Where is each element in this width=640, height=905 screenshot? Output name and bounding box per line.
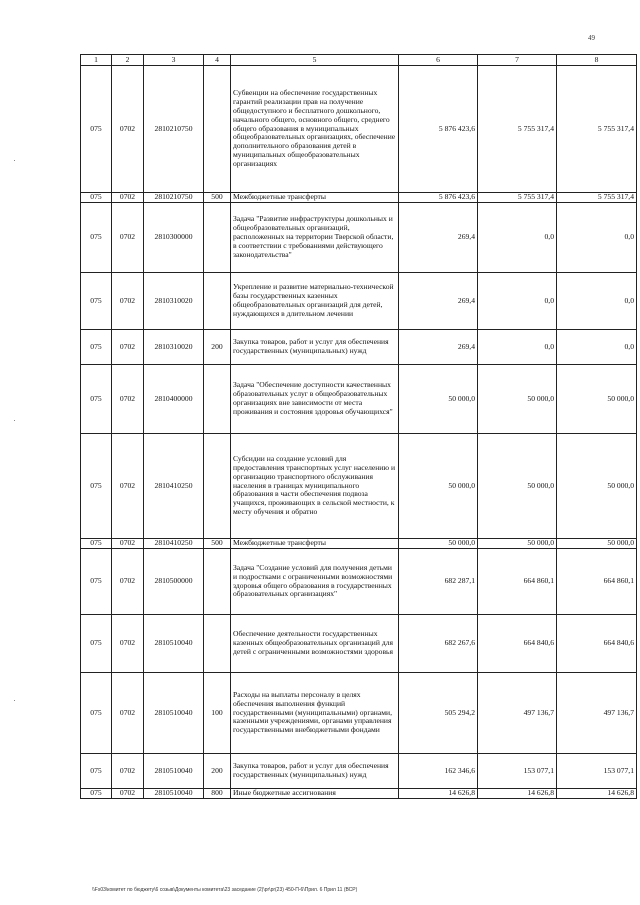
budget-table bbox=[80, 54, 637, 799]
cell-target: 2810210750 bbox=[144, 193, 204, 203]
cell-description: Закупка товаров, работ и услуг для обеспечения государственных (муниципальных) нужд bbox=[231, 754, 399, 789]
cell-amount-8: 0,0 bbox=[557, 273, 637, 330]
cell-amount-6: 50 000,0 bbox=[399, 434, 478, 539]
cell-expense-type bbox=[204, 549, 231, 615]
cell-description: Межбюджетные трансферты bbox=[231, 539, 399, 549]
cell-amount-6: 682 287,1 bbox=[399, 549, 478, 615]
cell-amount-6: 50 000,0 bbox=[399, 539, 478, 549]
cell-amount-8: 497 136,7 bbox=[557, 673, 637, 754]
cell-description: Укрепление и развитие материально-технической базы государственных казенных общеобразовательных организаций для детей, нуждающихся в длительном лечении bbox=[231, 273, 399, 330]
cell-amount-7: 0,0 bbox=[478, 330, 557, 365]
cell-section: 0702 bbox=[112, 673, 144, 754]
col-header: 6 bbox=[399, 55, 478, 66]
cell-description: Субсидии на создание условий для предоставления транспортных услуг населению и организацию транспортного обслуживания населения в границах муниципального образования в части обеспечения подвоза учащихся, проживающих в сельской местности, к месту обучения и обратно bbox=[231, 434, 399, 539]
cell-admin: 075 bbox=[81, 673, 112, 754]
cell-amount-8: 50 000,0 bbox=[557, 365, 637, 434]
cell-admin: 075 bbox=[81, 365, 112, 434]
scan-speck bbox=[14, 160, 15, 161]
cell-admin: 075 bbox=[81, 203, 112, 273]
cell-description: Межбюджетные трансферты bbox=[231, 193, 399, 203]
cell-target: 2810510040 bbox=[144, 789, 204, 799]
cell-amount-8: 50 000,0 bbox=[557, 434, 637, 539]
scan-speck bbox=[14, 420, 15, 421]
cell-section: 0702 bbox=[112, 539, 144, 549]
cell-amount-7: 14 626,8 bbox=[478, 789, 557, 799]
table-row bbox=[81, 434, 637, 539]
cell-admin: 075 bbox=[81, 330, 112, 365]
cell-amount-6: 50 000,0 bbox=[399, 365, 478, 434]
cell-amount-6: 5 876 423,6 bbox=[399, 193, 478, 203]
cell-amount-8: 5 755 317,4 bbox=[557, 66, 637, 193]
cell-target: 2810500000 bbox=[144, 549, 204, 615]
cell-description: Обеспечение деятельности государственных казенных общеобразовательных организаций для детей с ограниченными возможностями здоровья bbox=[231, 615, 399, 673]
cell-expense-type bbox=[204, 66, 231, 193]
cell-description: Задача "Обеспечение доступности качественных образовательных услуг в общеобразовательных организациях вне зависимости от места проживания и состояния здоровья обучающихся" bbox=[231, 365, 399, 434]
cell-expense-type: 200 bbox=[204, 330, 231, 365]
cell-expense-type: 200 bbox=[204, 754, 231, 789]
cell-amount-6: 14 626,8 bbox=[399, 789, 478, 799]
cell-expense-type: 500 bbox=[204, 193, 231, 203]
table-row bbox=[81, 66, 637, 193]
cell-section: 0702 bbox=[112, 66, 144, 193]
cell-amount-8: 664 840,6 bbox=[557, 615, 637, 673]
cell-admin: 075 bbox=[81, 273, 112, 330]
cell-target: 2810400000 bbox=[144, 365, 204, 434]
footer-file-path: \\Fs03\комитет по бюджету\6 созыв\Документы комитета\23 заседание (2)\pr\pr(23) 450-П-6\Прил. 6 Прил 11 (ВСР) bbox=[92, 887, 358, 893]
cell-admin: 075 bbox=[81, 615, 112, 673]
cell-admin: 075 bbox=[81, 754, 112, 789]
cell-amount-8: 0,0 bbox=[557, 203, 637, 273]
cell-expense-type bbox=[204, 615, 231, 673]
table-row bbox=[81, 673, 637, 754]
cell-target: 2810300000 bbox=[144, 203, 204, 273]
cell-section: 0702 bbox=[112, 203, 144, 273]
cell-amount-6: 162 346,6 bbox=[399, 754, 478, 789]
cell-expense-type bbox=[204, 434, 231, 539]
cell-amount-7: 5 755 317,4 bbox=[478, 66, 557, 193]
cell-amount-8: 5 755 317,4 bbox=[557, 193, 637, 203]
scan-speck bbox=[14, 700, 15, 701]
cell-amount-8: 664 860,1 bbox=[557, 549, 637, 615]
cell-target: 2810410250 bbox=[144, 539, 204, 549]
header-row bbox=[81, 55, 637, 66]
cell-amount-7: 50 000,0 bbox=[478, 365, 557, 434]
cell-description: Расходы на выплаты персоналу в целях обеспечения выполнения функций государственными (муниципальными) органами, казенными учреждениями, органами управления государственными внебюджетными фондами bbox=[231, 673, 399, 754]
cell-expense-type: 500 bbox=[204, 539, 231, 549]
cell-admin: 075 bbox=[81, 539, 112, 549]
cell-amount-7: 5 755 317,4 bbox=[478, 193, 557, 203]
cell-description: Субвенции на обеспечение государственных гарантий реализации прав на получение общедоступного и бесплатного дошкольного, начального общего, основного общего, среднего общего образования в муниципальных общеобразовательных организациях, обеспечение дополнительного образования детей в муниципальных общеобразовательных организациях bbox=[231, 66, 399, 193]
cell-target: 2810210750 bbox=[144, 66, 204, 193]
cell-target: 2810310020 bbox=[144, 273, 204, 330]
cell-amount-7: 664 860,1 bbox=[478, 549, 557, 615]
page-number: 49 bbox=[588, 34, 595, 42]
cell-section: 0702 bbox=[112, 789, 144, 799]
table-row bbox=[81, 549, 637, 615]
cell-expense-type: 100 bbox=[204, 673, 231, 754]
cell-admin: 075 bbox=[81, 549, 112, 615]
cell-section: 0702 bbox=[112, 365, 144, 434]
cell-section: 0702 bbox=[112, 330, 144, 365]
table-row bbox=[81, 193, 637, 203]
cell-amount-6: 5 876 423,6 bbox=[399, 66, 478, 193]
cell-amount-7: 153 077,1 bbox=[478, 754, 557, 789]
cell-description: Задача "Создание условий для получения детьми и подростками с ограниченными возможностями здоровья общего образования в государственных образовательных организациях" bbox=[231, 549, 399, 615]
cell-amount-8: 14 626,8 bbox=[557, 789, 637, 799]
cell-expense-type: 800 bbox=[204, 789, 231, 799]
cell-section: 0702 bbox=[112, 754, 144, 789]
cell-section: 0702 bbox=[112, 273, 144, 330]
cell-target: 2810310020 bbox=[144, 330, 204, 365]
col-header: 4 bbox=[204, 55, 231, 66]
cell-target: 2810510040 bbox=[144, 615, 204, 673]
cell-amount-6: 269,4 bbox=[399, 273, 478, 330]
cell-amount-6: 682 267,6 bbox=[399, 615, 478, 673]
table-row bbox=[81, 615, 637, 673]
cell-section: 0702 bbox=[112, 615, 144, 673]
col-header: 3 bbox=[144, 55, 204, 66]
col-header: 1 bbox=[81, 55, 112, 66]
col-header: 2 bbox=[112, 55, 144, 66]
col-header: 7 bbox=[478, 55, 557, 66]
cell-amount-7: 664 840,6 bbox=[478, 615, 557, 673]
cell-admin: 075 bbox=[81, 66, 112, 193]
col-header: 8 bbox=[557, 55, 637, 66]
cell-admin: 075 bbox=[81, 789, 112, 799]
cell-amount-7: 50 000,0 bbox=[478, 434, 557, 539]
table-row bbox=[81, 539, 637, 549]
cell-target: 2810510040 bbox=[144, 673, 204, 754]
table-row bbox=[81, 273, 637, 330]
cell-description: Закупка товаров, работ и услуг для обеспечения государственных (муниципальных) нужд bbox=[231, 330, 399, 365]
cell-description: Иные бюджетные ассигнования bbox=[231, 789, 399, 799]
cell-amount-7: 50 000,0 bbox=[478, 539, 557, 549]
cell-target: 2810510040 bbox=[144, 754, 204, 789]
cell-amount-6: 505 294,2 bbox=[399, 673, 478, 754]
cell-section: 0702 bbox=[112, 549, 144, 615]
cell-admin: 075 bbox=[81, 193, 112, 203]
cell-section: 0702 bbox=[112, 193, 144, 203]
cell-description: Задача "Развитие инфраструктуры дошкольных и общеобразовательных организаций, расположенных на территории Тверской области, в соответствии с требованиями действующего законодательства" bbox=[231, 203, 399, 273]
cell-amount-6: 269,4 bbox=[399, 203, 478, 273]
cell-target: 2810410250 bbox=[144, 434, 204, 539]
cell-amount-6: 269,4 bbox=[399, 330, 478, 365]
table-row bbox=[81, 203, 637, 273]
table-row bbox=[81, 330, 637, 365]
cell-amount-8: 0,0 bbox=[557, 330, 637, 365]
cell-expense-type bbox=[204, 365, 231, 434]
cell-amount-7: 0,0 bbox=[478, 273, 557, 330]
table-row bbox=[81, 789, 637, 799]
cell-amount-7: 497 136,7 bbox=[478, 673, 557, 754]
cell-admin: 075 bbox=[81, 434, 112, 539]
cell-amount-7: 0,0 bbox=[478, 203, 557, 273]
cell-expense-type bbox=[204, 203, 231, 273]
cell-expense-type bbox=[204, 273, 231, 330]
cell-amount-8: 153 077,1 bbox=[557, 754, 637, 789]
cell-amount-8: 50 000,0 bbox=[557, 539, 637, 549]
cell-section: 0702 bbox=[112, 434, 144, 539]
table-row bbox=[81, 754, 637, 789]
col-header: 5 bbox=[231, 55, 399, 66]
table-row bbox=[81, 365, 637, 434]
